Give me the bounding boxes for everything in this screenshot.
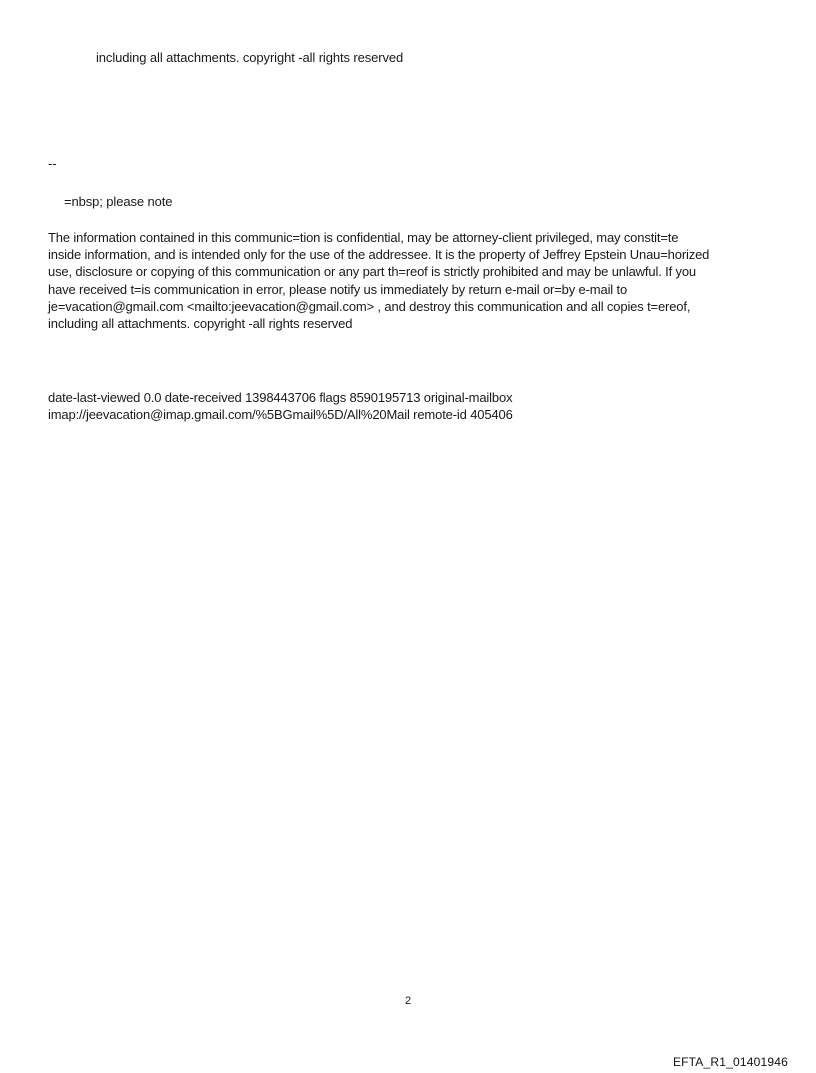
bates-number: EFTA_R1_01401946 [672,1055,788,1069]
attachment-copyright-line: including all attachments. copyright -all rights reserved [96,50,404,65]
disclaimer-line: use, disclosure or copying of this communication or any part th=reof is strictly prohibited and may be unlawful. If you [48,264,697,280]
metadata-line: imap://jeevacation@imap.gmail.com/%5BGmail%5D/All%20Mail remote-id 405406 [48,407,513,423]
signature-separator: -- [48,156,57,171]
metadata-line: date-last-viewed 0.0 date-received 1398443706 flags 8590195713 original-mailbox [48,390,513,405]
disclaimer-line: je=vacation@gmail.com <mailto:jeevacation@gmail.com> , and destroy this communication and all copies t=ereof, [48,298,691,314]
confidentiality-disclaimer [48,229,768,332]
disclaimer-line: including all attachments. copyright -all rights reserved [48,316,353,332]
message-metadata [48,389,768,423]
disclaimer-line: have received t=is communication in error, please notify us immediately by return e-mail or=by e-mail to [48,281,628,297]
page-number: 2 [404,995,412,1007]
please-note-line: =nbsp; please note [64,194,173,209]
disclaimer-line: The information contained in this communic=tion is confidential, may be attorney-client privileged, may constit=te [48,230,679,245]
disclaimer-line: inside information, and is intended only for the use of the addressee. It is the property of Jeffrey Epstein Unau=horized [48,247,710,263]
